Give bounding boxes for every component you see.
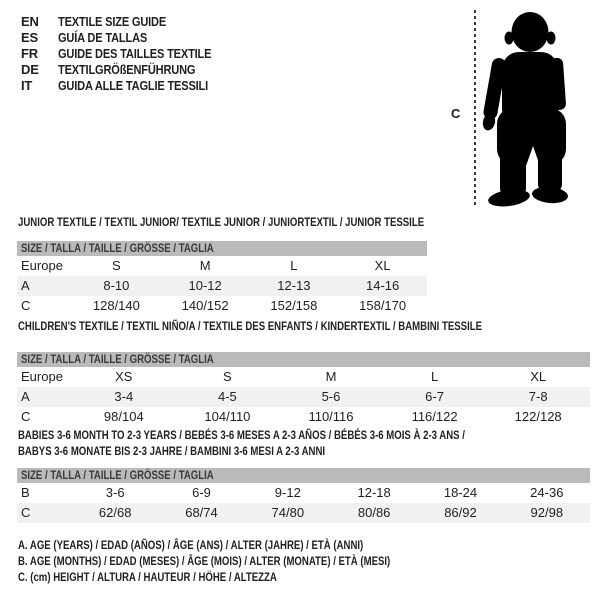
row-label: A: [21, 278, 30, 293]
size-cell: 8-10: [103, 278, 130, 293]
row-label: B: [21, 485, 30, 500]
size-cell: 9-12: [274, 485, 301, 500]
size-cell: 5-6: [321, 389, 341, 404]
size-cell: 86/92: [444, 505, 477, 520]
size-cell: M: [199, 258, 211, 273]
size-cell: 116/122: [411, 409, 458, 424]
size-table-header-bar: SIZE / TALLA / TAILLE / GRÖSSE / TAGLIA: [17, 468, 590, 483]
table-row: [17, 296, 427, 316]
size-cell: 62/68: [98, 505, 132, 520]
language-row: [21, 78, 238, 94]
table-row: [17, 387, 590, 407]
table-row: [17, 407, 590, 427]
row-label: C: [21, 505, 31, 520]
table-row: [17, 276, 427, 296]
size-cell: L: [290, 258, 298, 273]
size-cell: 98/104: [103, 409, 144, 424]
language-label: TEXTILE SIZE GUIDE: [58, 14, 167, 29]
size-cell: 3-4: [114, 389, 134, 404]
size-cell: 18-24: [443, 485, 478, 500]
language-row: [21, 14, 238, 30]
size-cell: 140/152: [181, 298, 229, 313]
table-row: [17, 483, 590, 503]
baby-silhouette-icon: [480, 10, 584, 208]
language-label: GUIDA ALLE TAGLIE TESSILI: [58, 78, 209, 93]
language-code: IT: [21, 78, 33, 93]
language-list: [21, 14, 238, 94]
language-row: [21, 46, 238, 62]
size-table-junior: [17, 241, 427, 316]
footnote-c: C. (cm) HEIGHT / ALTURA / HAUTEUR / HÖHE / ALTEZZA: [18, 570, 277, 584]
language-code: FR: [21, 46, 38, 61]
size-cell: 7-8: [528, 389, 548, 404]
size-cell: XS: [115, 369, 133, 384]
section-title-junior: JUNIOR TEXTILE / TEXTIL JUNIOR/ TEXTILE JUNIOR / JUNIORTEXTIL / JUNIOR TESSILE: [18, 215, 425, 229]
language-label: TEXTILGRÖßENFÜHRUNG: [58, 62, 196, 77]
language-code: ES: [21, 30, 38, 45]
footnote-b: B. AGE (MONTHS) / EDAD (MESES) / ÂGE (MOIS) / ALTER (MONATE) / ETÀ (MESI): [18, 554, 391, 568]
size-cell: 68/74: [185, 505, 218, 520]
size-cell: 4-5: [217, 389, 237, 404]
size-cell: 24-36: [530, 485, 564, 500]
size-cell: L: [430, 369, 439, 384]
row-label: A: [21, 389, 30, 404]
size-table-children: [17, 352, 590, 427]
language-code: DE: [21, 62, 39, 77]
size-cell: 110/116: [308, 409, 354, 424]
size-cell: S: [223, 369, 232, 384]
size-cell: 10-12: [188, 278, 222, 293]
section-title-babies-line1: BABIES 3-6 MONTH TO 2-3 YEARS / BEBÉS 3-6 MESES A 2-3 AÑOS / BÉBÉS 3-6 MOIS À 2-3 ANS /: [18, 428, 465, 442]
section-title-children: CHILDREN'S TEXTILE / TEXTIL NIÑO/A / TEXTILE DES ENFANTS / KINDERTEXTIL / BAMBINI TESSILE: [18, 319, 483, 333]
size-cell: XL: [374, 258, 391, 273]
footnote-a: A. AGE (YEARS) / EDAD (AÑOS) / ÂGE (ANS) / ALTER (JAHRE) / ETÀ (ANNI): [18, 538, 364, 552]
size-table-header-bar: SIZE / TALLA / TAILLE / GRÖSSE / TAGLIA: [17, 241, 427, 256]
size-cell: 12-18: [357, 485, 391, 500]
section-title-babies-line2: BABYS 3-6 MONATE BIS 2-3 JAHRE / BAMBINI 3-6 MESI A 2-3 ANNI: [18, 444, 326, 458]
size-cell: 14-16: [366, 278, 400, 293]
row-label: C: [21, 298, 31, 313]
size-cell: 12-13: [277, 278, 311, 293]
size-cell: 92/98: [530, 505, 564, 520]
row-label: Europe: [21, 369, 63, 384]
size-cell: 6-9: [192, 485, 211, 500]
size-cell: 74/80: [271, 505, 305, 520]
size-cell: S: [112, 258, 121, 273]
table-row: [17, 256, 427, 276]
height-dotted-line: [474, 10, 476, 208]
language-code: EN: [21, 14, 39, 29]
size-cell: M: [325, 369, 337, 384]
size-cell: 122/128: [514, 409, 562, 424]
size-cell: 152/158: [270, 298, 318, 313]
size-cell: 104/110: [204, 409, 251, 424]
table-row: [17, 503, 590, 523]
language-label: GUÍA DE TALLAS: [58, 30, 148, 45]
language-row: [21, 62, 238, 78]
size-table-babies: [17, 468, 590, 523]
size-table-header-bar: SIZE / TALLA / TAILLE / GRÖSSE / TAGLIA: [17, 352, 590, 367]
size-cell: 158/170: [359, 298, 407, 313]
size-cell: 6-7: [425, 389, 444, 404]
size-cell: 80/86: [357, 505, 391, 520]
size-cell: 128/140: [92, 298, 140, 313]
size-cell: XL: [530, 369, 547, 384]
table-row: [17, 367, 590, 387]
size-cell: 3-6: [105, 485, 125, 500]
language-label: GUIDE DES TAILLES TEXTILE: [58, 46, 212, 61]
row-label: C: [21, 409, 31, 424]
height-measure-label: C: [451, 106, 461, 121]
row-label: Europe: [21, 258, 63, 273]
language-row: [21, 30, 238, 46]
